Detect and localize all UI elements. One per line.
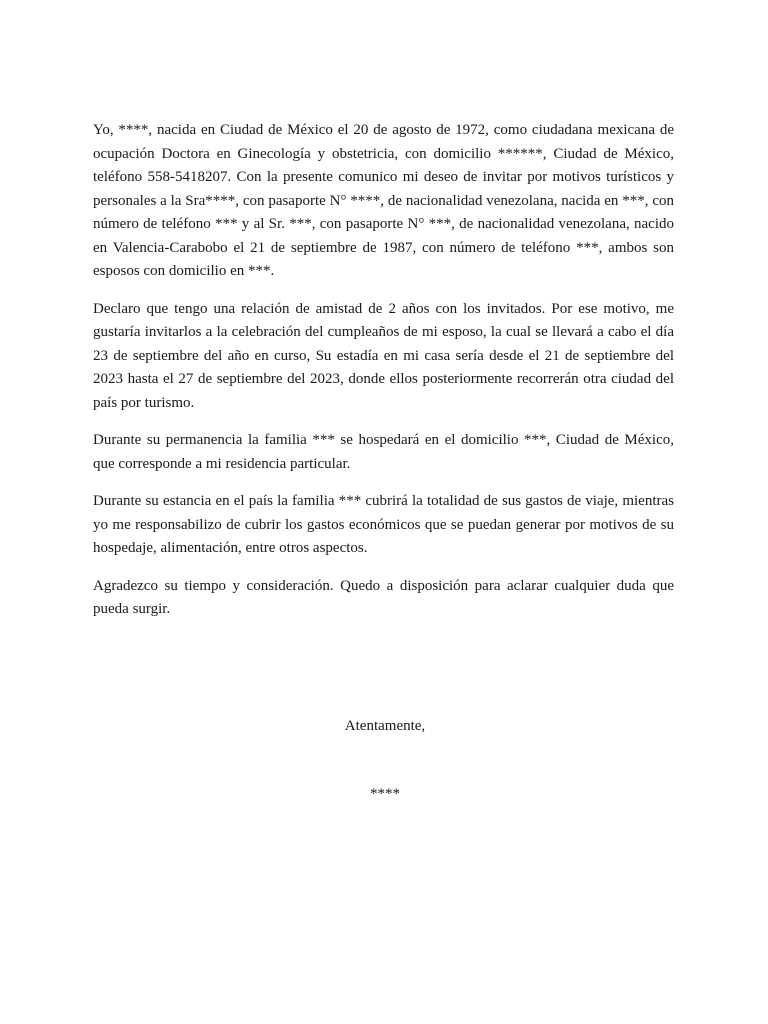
signature: ****: [370, 786, 400, 802]
letter-body: [93, 119, 674, 636]
closing-salutation: Atentamente,: [344, 718, 426, 734]
paragraph-introduction: Yo, ****, nacida en Ciudad de México el 20 de agosto de 1972, como ciudadana mexicana de ocupación Doctora en Ginecología y obstetricia, con domicilio ******, Ciudad de México, teléfono 558-5418207. Con la presente comunico mi deseo de invitar por motivos turísticos y personales a la Sra****, con pasaporte N° ****, de nacionalidad venezolana, nacida en ***, con número de teléfono *** y al Sr. ***, con pasaporte N° ***, de nacionalidad venezolana, nacido en Valencia-Carabobo el 21 de septiembre de 1987, con número de teléfono ***, ambos son esposos con domicilio en ***.: [93, 122, 674, 279]
paragraph-thanks: Agradezco su tiempo y consideración. Quedo a disposición para aclarar cualquier duda que pueda surgir.: [93, 577, 674, 617]
paragraph-lodging: Durante su permanencia la familia *** se hospedará en el domicilio ***, Ciudad de México, que corresponde a mi residencia particular.: [93, 432, 674, 472]
paragraph-expenses: Durante su estancia en el país la familia *** cubrirá la totalidad de sus gastos de viaje, mientras yo me responsabilizo de cubrir los gastos económicos que se puedan generar por motivos de su hospedaje, alimentación, entre otros aspectos.: [93, 493, 674, 556]
paragraph-relationship: Declaro que tengo una relación de amistad de 2 años con los invitados. Por ese motivo, me gustaría invitarlos a la celebración del cumpleaños de mi esposo, la cual se llevará a cabo el día 23 de septiembre del año en curso, Su estadía en mi casa sería desde el 21 de septiembre del 2023 hasta el 27 de septiembre del 2023, donde ellos posteriormente recorrerán otra ciudad del país por turismo.: [93, 300, 674, 411]
